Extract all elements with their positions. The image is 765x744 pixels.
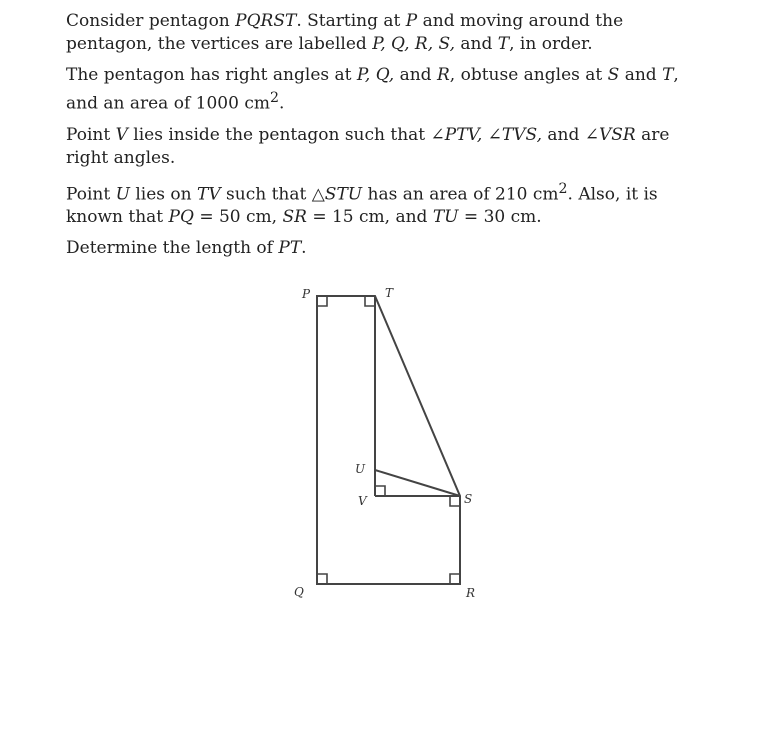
right-angle-marks bbox=[317, 296, 460, 584]
right-angle-mark-t bbox=[365, 296, 375, 306]
math: R bbox=[436, 65, 450, 85]
math: P, Q, bbox=[356, 65, 395, 85]
superscript: 2 bbox=[269, 90, 279, 106]
text: Consider pentagon bbox=[66, 11, 236, 31]
math: SR bbox=[282, 207, 307, 228]
math: PQRST bbox=[235, 11, 297, 31]
paragraph-point-v bbox=[66, 124, 706, 170]
text: Point bbox=[66, 184, 116, 205]
math: U bbox=[115, 184, 130, 205]
text: and bbox=[454, 34, 498, 54]
paragraph-angles-area bbox=[66, 64, 706, 116]
superscript: 2 bbox=[558, 180, 568, 197]
text: . Starting at bbox=[296, 11, 406, 31]
vertex-label-q: Q bbox=[294, 585, 304, 599]
vertex-label-s: S bbox=[464, 492, 473, 506]
math: T bbox=[497, 34, 510, 54]
math: △STU bbox=[311, 184, 363, 205]
pentagon-pqrst bbox=[317, 296, 460, 584]
right-angle-mark-r bbox=[450, 574, 460, 584]
math: T bbox=[662, 65, 674, 85]
math: P bbox=[405, 11, 418, 31]
math: P, Q, R, S, bbox=[372, 34, 455, 54]
text: such that bbox=[220, 184, 312, 205]
text: The pentagon has right angles at bbox=[66, 65, 357, 85]
text: . Also, it is known that bbox=[66, 184, 658, 228]
text: . bbox=[278, 93, 285, 114]
text: = 50 cm, bbox=[193, 207, 283, 228]
text: Point bbox=[66, 124, 116, 145]
math: PT bbox=[278, 238, 302, 259]
right-angle-mark-q bbox=[317, 574, 327, 584]
math: ∠VSR bbox=[584, 124, 636, 145]
segment-us bbox=[375, 470, 460, 496]
problem-statement bbox=[66, 10, 706, 268]
vertex-label-r: R bbox=[466, 586, 476, 600]
text: and bbox=[394, 65, 437, 85]
text: and bbox=[541, 124, 585, 145]
paragraph-pentagon-intro bbox=[66, 10, 706, 56]
text: has an area of 210 cm bbox=[362, 184, 559, 205]
point-label-v: V bbox=[358, 494, 367, 508]
figure-lines bbox=[317, 296, 460, 584]
text: and moving around the pentagon, the vertices are labelled bbox=[66, 11, 624, 54]
right-angle-mark-v bbox=[375, 486, 385, 496]
math: TU bbox=[432, 207, 459, 228]
paragraph-question bbox=[66, 237, 706, 260]
text: , obtuse angles at bbox=[449, 65, 608, 85]
vertex-label-p: P bbox=[302, 287, 311, 301]
text: lies inside the pentagon such that bbox=[127, 124, 431, 145]
vertex-label-t: T bbox=[385, 286, 394, 300]
text: . bbox=[301, 238, 307, 259]
text: = 30 cm. bbox=[458, 207, 542, 228]
math: PQ bbox=[168, 207, 194, 228]
text: Determine the length of bbox=[66, 238, 279, 259]
paragraph-point-u bbox=[66, 178, 706, 230]
text: , in order. bbox=[509, 34, 593, 54]
point-label-u: U bbox=[355, 462, 366, 476]
text: , and an area of 1000 cm bbox=[66, 65, 679, 114]
math: ∠PTV, ∠TVS, bbox=[430, 124, 542, 145]
text: lies on bbox=[129, 184, 197, 205]
math: S bbox=[607, 65, 620, 85]
right-angle-mark-p bbox=[317, 296, 327, 306]
math: TV bbox=[197, 184, 221, 205]
text: = 15 cm, and bbox=[306, 207, 433, 228]
math: V bbox=[115, 124, 128, 145]
right-angle-mark-s bbox=[450, 496, 460, 506]
text: and bbox=[619, 65, 663, 85]
text: are right angles. bbox=[66, 124, 670, 168]
